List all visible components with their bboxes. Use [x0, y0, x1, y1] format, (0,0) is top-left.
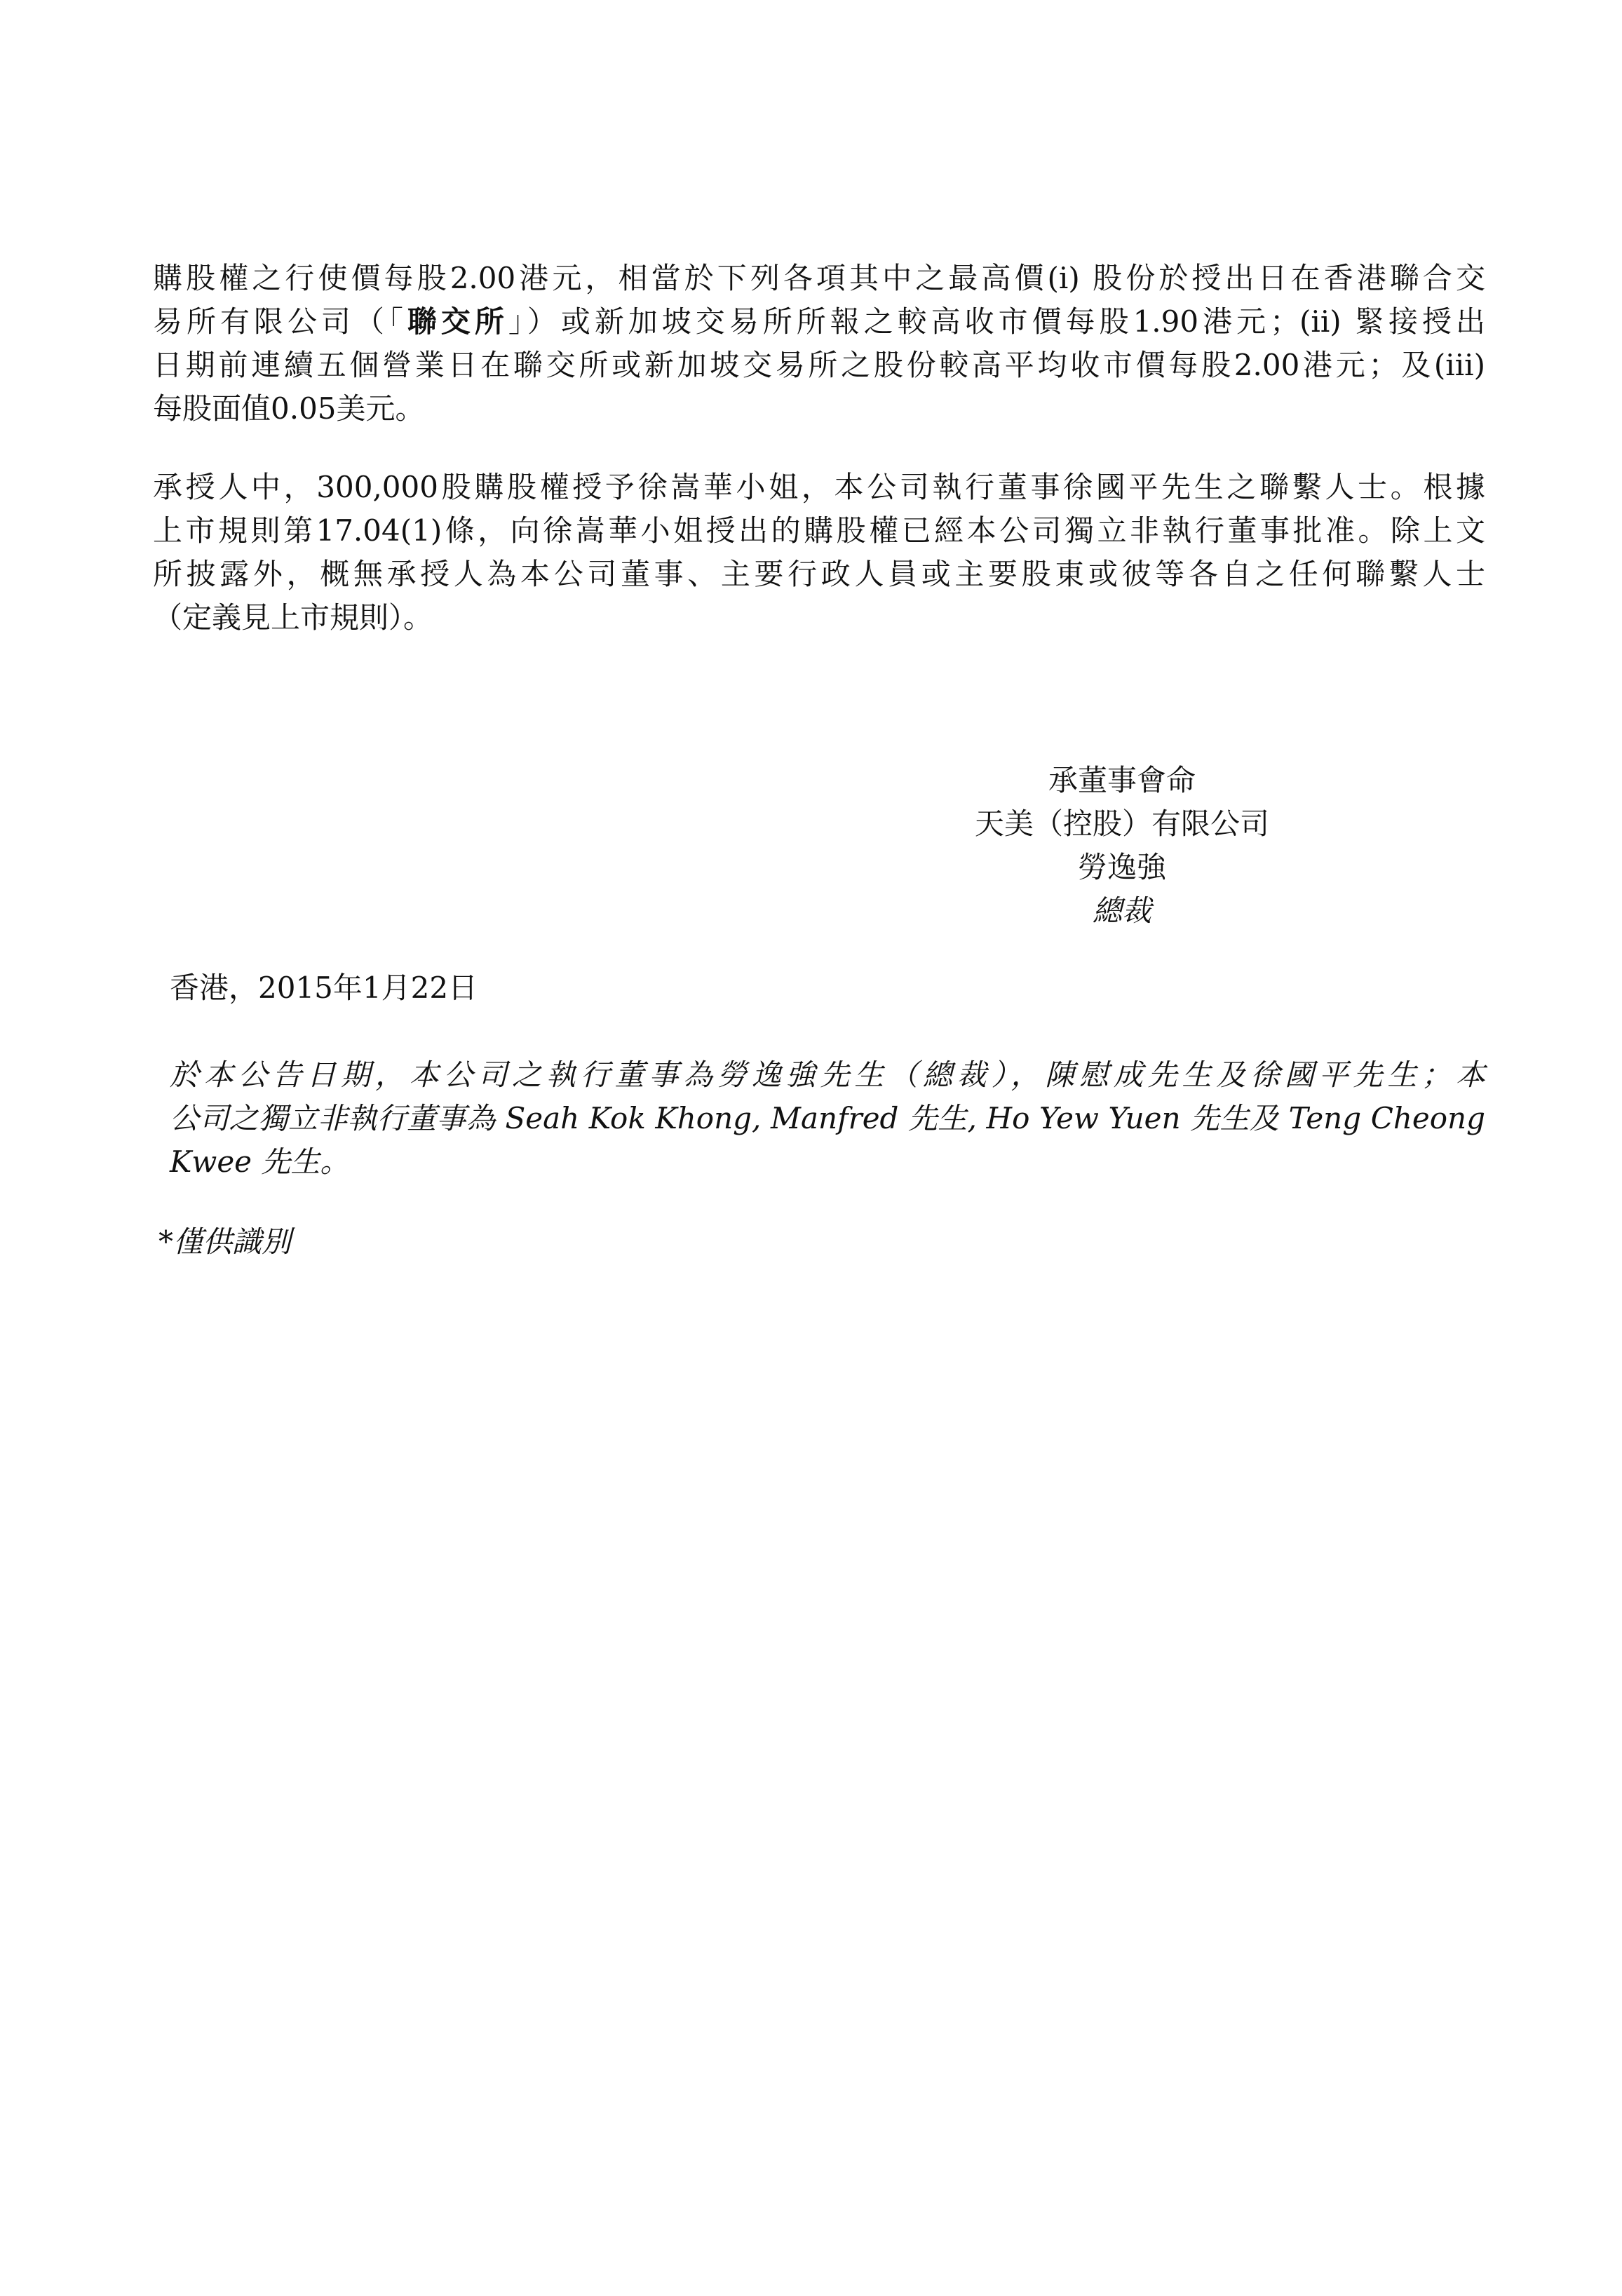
- signatory-name: 勞逸強: [1077, 850, 1166, 884]
- paragraph-line: （定義見上市規則）。: [153, 600, 433, 635]
- paragraph-line: 所披露外，概無承授人為本公司董事、主要行政人員或主要股東或彼等各自之任何聯繫人士: [153, 557, 1485, 591]
- board-composition-paragraph: [170, 1053, 1485, 1184]
- by-order-of-board: 承董事會命: [1048, 763, 1196, 797]
- paragraph-line: 購股權之行使價每股2.00港元，相當於下列各項其中之最高價(i) 股份於授出日在香港聯合交: [153, 261, 1485, 295]
- paragraph-line: Kwee 先生。: [170, 1144, 350, 1179]
- announcement-date: 香港，2015年1月22日: [170, 971, 478, 1005]
- grantees-paragraph: [153, 466, 1485, 640]
- paragraph-line: 日期前連續五個營業日在聯交所或新加坡交易所之股份較高平均收市價每股2.00港元；及(iii): [153, 348, 1485, 382]
- paragraph-line: 公司之獨立非執行董事為 Seah Kok Khong, Manfred 先生, Ho Yew Yuen 先生及 Teng Cheong: [170, 1101, 1485, 1135]
- signatory-title: 總裁: [1092, 893, 1151, 928]
- paragraph-line: 承授人中，300,000股購股權授予徐嵩華小姐，本公司執行董事徐國平先生之聯繫人士。根據: [153, 470, 1485, 504]
- text-segment: 」）或新加坡交易所所報之較高收市價每股1.90港元；(ii) 緊接授出: [508, 304, 1485, 339]
- stock-exchange-defined-term: 聯交所: [407, 304, 508, 339]
- paragraph-line: [153, 300, 1485, 344]
- text-segment: 易所有限公司（「: [153, 304, 407, 339]
- identification-footnote: *僅供識別: [158, 1224, 292, 1259]
- signature-block: [912, 759, 1332, 933]
- paragraph-line: 上市規則第17.04(1)條，向徐嵩華小姐授出的購股權已經本公司獨立非執行董事批准。除上文: [153, 513, 1485, 548]
- company-name: 天美（控股）有限公司: [974, 806, 1269, 841]
- paragraph-line: 於本公告日期，本公司之執行董事為勞逸強先生（總裁），陳慰成先生及徐國平先生；本: [170, 1058, 1485, 1092]
- paragraph-line: 每股面值0.05美元。: [153, 391, 425, 426]
- share-option-exercise-price-paragraph: [153, 257, 1485, 431]
